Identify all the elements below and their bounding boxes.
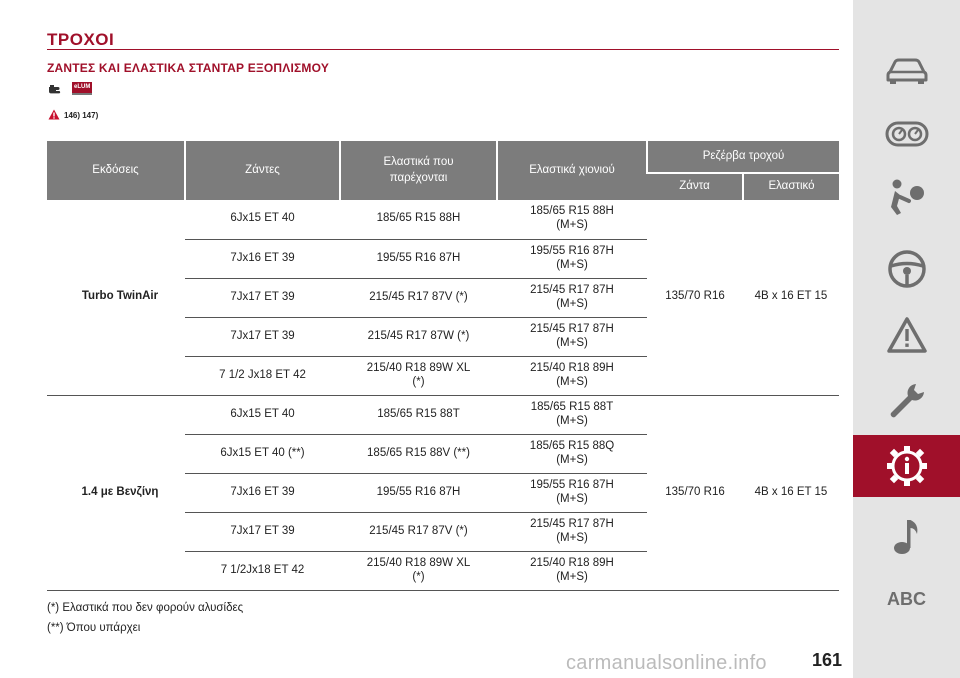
dashboard-icon (885, 120, 929, 148)
snow-cell (497, 395, 647, 434)
tyre-cell: 195/55 R16 87H (340, 473, 497, 512)
snow-tyre-note: (M+S) (556, 375, 588, 388)
footnote-no-chains: (*) Ελαστικά που δεν φορούν αλυσίδες (47, 602, 244, 614)
version-cell: 1.4 με Βενζίνη (47, 395, 185, 590)
tyre-cell: 185/65 R15 88T (340, 395, 497, 434)
snow-tyre-size: 215/40 R18 89H (530, 361, 614, 374)
tyre-cell: 215/45 R17 87W (*) (340, 317, 497, 356)
tyre-cell: 185/65 R15 88H (340, 200, 497, 239)
header-versions: Εκδόσεις (47, 141, 185, 200)
warning-references (48, 109, 98, 122)
snow-cell (497, 356, 647, 395)
page-number: 161 (812, 650, 843, 670)
snow-tyre-note: (M+S) (556, 297, 588, 310)
header-supplied-tyres: Ελαστικά που παρέχονται (340, 141, 497, 200)
footnote-where-available: (**) Όπου υπάρχει (47, 622, 141, 634)
snow-tyre-note: (M+S) (556, 414, 588, 427)
pointing-hand-icon (48, 83, 68, 95)
spare-tyre-cell: 4B x 16 ET 15 (743, 200, 839, 395)
header-spare-tyre: Ελαστικό (743, 173, 839, 200)
tyre-cell (340, 551, 497, 590)
tyre-cell (340, 356, 497, 395)
snow-tyre-size: 215/45 R17 87H (530, 517, 614, 530)
snow-cell (497, 278, 647, 317)
snow-tyre-note: (M+S) (556, 219, 588, 232)
tyre-cell: 215/45 R17 87V (*) (340, 512, 497, 551)
warning-triangle-icon (886, 316, 928, 354)
rim-cell: 7Jx16 ET 39 (185, 239, 340, 278)
sidebar-item-dashboard[interactable] (853, 103, 960, 165)
rim-cell: 7Jx17 ET 39 (185, 317, 340, 356)
music-note-icon (891, 516, 923, 556)
tyre-cell: 215/45 R17 87V (*) (340, 278, 497, 317)
snow-cell (497, 434, 647, 473)
sidebar-item-safety[interactable] (853, 166, 960, 228)
sidebar-item-multimedia[interactable] (853, 505, 960, 567)
warning-refs-text: 146) 147) (64, 111, 99, 120)
sidebar-item-driving[interactable] (853, 238, 960, 300)
rim-cell: 7 1/2Jx18 ET 42 (185, 551, 340, 590)
warning-triangle-icon (48, 109, 60, 122)
sidebar-item-emergency[interactable] (853, 304, 960, 366)
tyre-note: (*) (412, 570, 425, 583)
snow-cell (497, 317, 647, 356)
sidebar-item-index[interactable] (853, 568, 960, 630)
rim-cell: 7Jx16 ET 39 (185, 473, 340, 512)
snow-tyre-size: 185/65 R15 88H (530, 205, 614, 218)
snow-tyre-size: 215/45 R17 87H (530, 322, 614, 335)
rim-cell: 6Jx15 ET 40 (185, 200, 340, 239)
tyre-note: (*) (412, 375, 425, 388)
tyre-cell: 185/65 R15 88V (**) (340, 434, 497, 473)
snow-tyre-note: (M+S) (556, 336, 588, 349)
title-rule (47, 49, 839, 50)
snow-cell (497, 512, 647, 551)
snow-tyre-note: (M+S) (556, 492, 588, 505)
snow-tyre-size: 215/40 R18 89H (530, 556, 614, 569)
section-title: ΖΑΝΤΕΣ ΚΑΙ ΕΛΑΣΤΙΚΑ ΣΤΑΝΤΑΡ ΕΞΟΠΛΙΣΜΟΥ (47, 61, 330, 75)
header-snow-tyres: Ελαστικά χιονιού (497, 141, 647, 200)
sidebar-item-maintenance[interactable] (853, 370, 960, 432)
version-cell: Turbo TwinAir (47, 200, 185, 395)
snow-tyre-note: (M+S) (556, 258, 588, 271)
snow-cell (497, 551, 647, 590)
wrench-icon (886, 380, 928, 422)
snow-tyre-size: 195/55 R16 87H (530, 244, 614, 257)
index-label: ABC (887, 588, 926, 609)
table-row (47, 395, 839, 434)
elum-reference[interactable] (48, 82, 92, 95)
wheels-tyres-table (47, 141, 839, 591)
steering-wheel-icon (887, 249, 927, 289)
header-rims: Ζάντες (185, 141, 340, 200)
elum-badge: eLUM (72, 82, 92, 95)
page-title: ΤΡΟΧΟΙ (47, 30, 115, 49)
header-spare-rim: Ζάντα (647, 173, 743, 200)
snow-cell (497, 473, 647, 512)
snow-tyre-note: (M+S) (556, 570, 588, 583)
sidebar-item-technical-data[interactable] (853, 435, 960, 497)
snow-tyre-note: (M+S) (556, 453, 588, 466)
rim-cell: 7Jx17 ET 39 (185, 278, 340, 317)
spare-tyre-cell: 4B x 16 ET 15 (743, 395, 839, 590)
snow-tyre-size: 185/65 R15 88T (530, 400, 614, 413)
spare-rim-cell: 135/70 R16 (647, 395, 743, 590)
car-icon (886, 56, 928, 86)
sidebar-item-car[interactable] (853, 40, 960, 102)
spare-rim-cell: 135/70 R16 (647, 200, 743, 395)
table-row (47, 200, 839, 239)
rim-cell: 7Jx17 ET 39 (185, 512, 340, 551)
rim-cell: 6Jx15 ET 40 (**) (185, 434, 340, 473)
snow-tyre-size: 195/55 R16 87H (530, 478, 614, 491)
snow-tyre-note: (M+S) (556, 531, 588, 544)
rim-cell: 6Jx15 ET 40 (185, 395, 340, 434)
airbag-seat-icon (887, 177, 927, 217)
tyre-size: 215/40 R18 89W XL (366, 361, 471, 374)
snow-cell (497, 239, 647, 278)
header-spare-wheel: Ρεζέρβα τροχού (647, 141, 839, 173)
snow-tyre-size: 215/45 R17 87H (530, 283, 614, 296)
watermark: carmanualsonline.info (566, 652, 767, 674)
rim-cell: 7 1/2 Jx18 ET 42 (185, 356, 340, 395)
info-gear-icon (885, 444, 929, 488)
tyre-cell: 195/55 R16 87H (340, 239, 497, 278)
snow-tyre-size: 185/65 R15 88Q (529, 439, 615, 452)
tyre-size: 215/40 R18 89W XL (366, 556, 471, 569)
snow-cell (497, 200, 647, 239)
